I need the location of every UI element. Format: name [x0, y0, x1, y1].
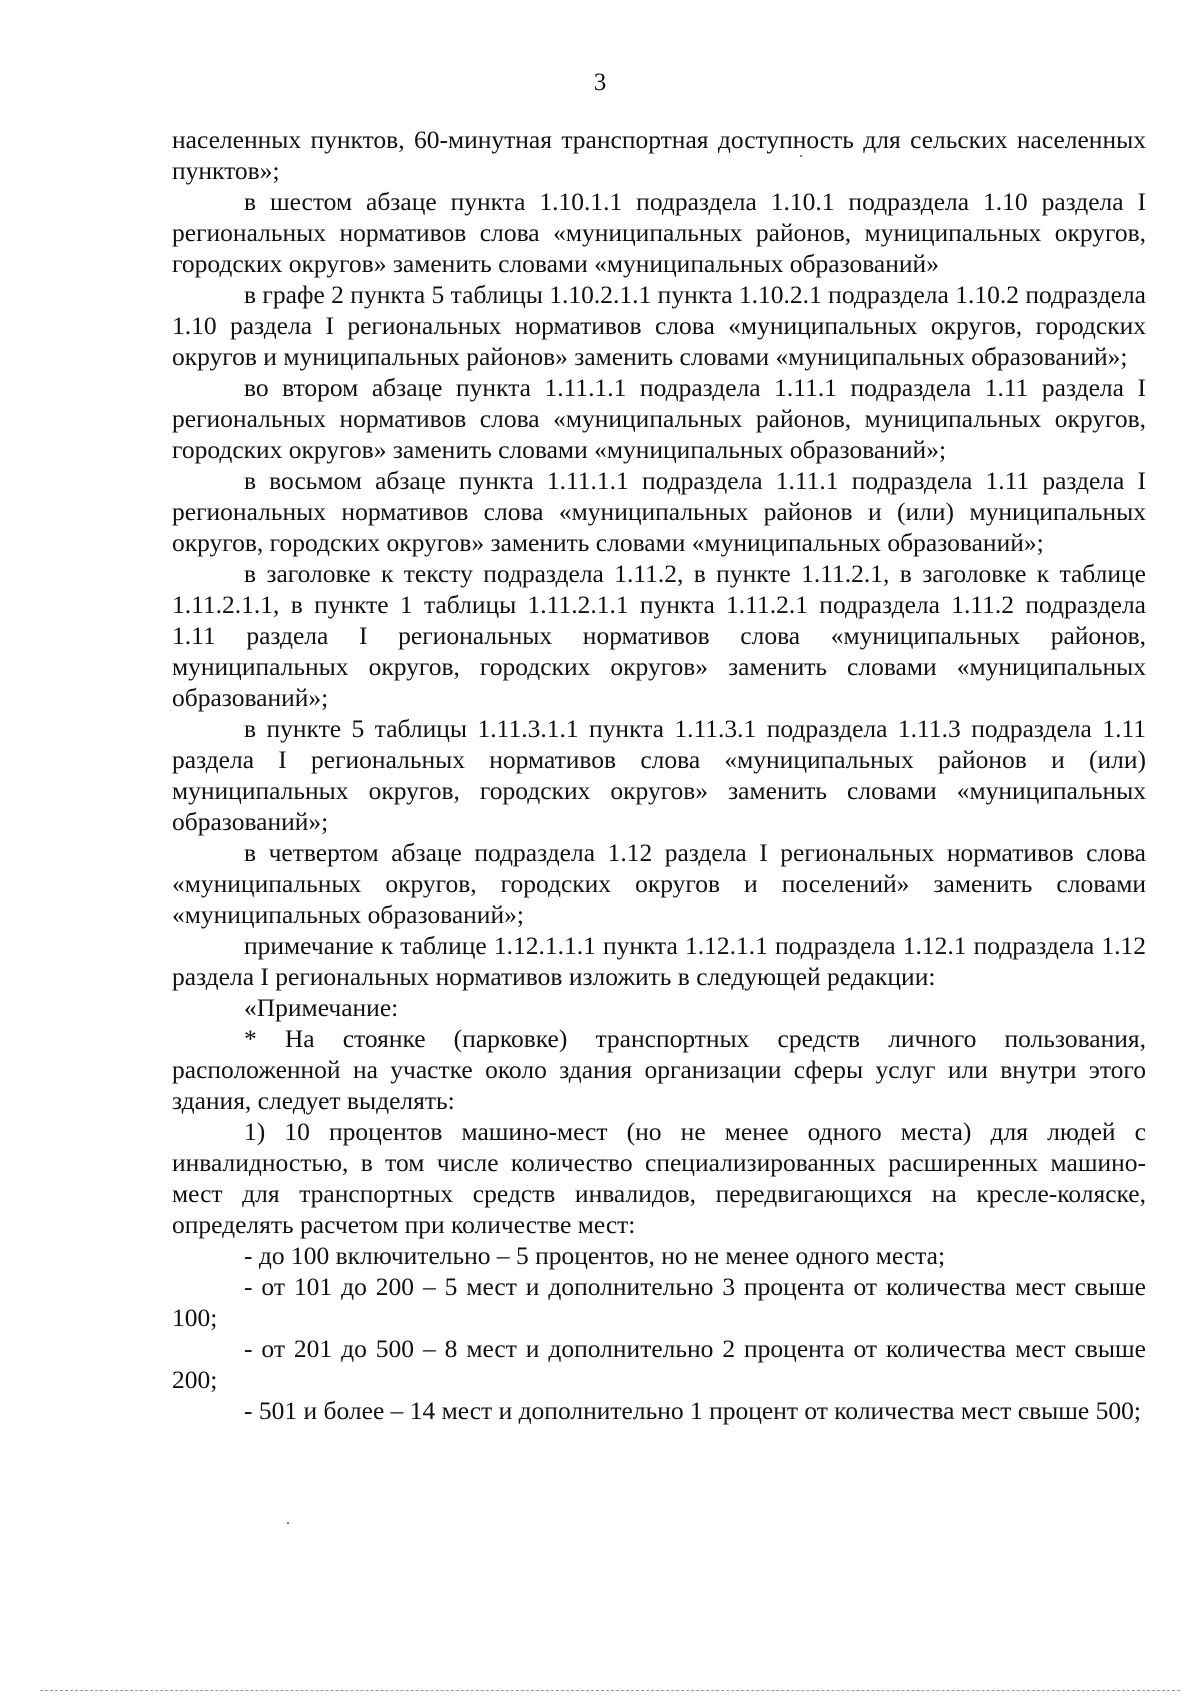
scan-speck: [287, 1522, 289, 1524]
paragraph: в заголовке к тексту подраздела 1.11.2, в пункте 1.11.2.1, в заголовке к таблице 1.11.2.1.1, в пункте 1 таблицы 1.11.2.1.1 пункта 1.11.2.1 подраздела 1.11.2 подраздела 1.11 раздела I региональных нормативов слова «муниципальных районов, муниципальных округов, городских округов» заменить словами «муниципальных образований»;: [172, 559, 1146, 712]
paragraph: - до 100 включительно – 5 процентов, но не менее одного места;: [244, 1241, 946, 1270]
paragraph: примечание к таблице 1.12.1.1.1 пункта 1.12.1.1 подраздела 1.12.1 подраздела 1.12 раздела I региональных нормативов изложить в следующей редакции:: [172, 931, 1146, 991]
paragraph: «Примечание:: [244, 993, 399, 1022]
scan-edge-line: [40, 1690, 1180, 1691]
scan-speck: [800, 155, 802, 157]
paragraph: в четвертом абзаце подраздела 1.12 раздела I региональных нормативов слова «муниципальных округов, городских округов и поселений» заменить словами «муниципальных образований»;: [172, 838, 1146, 929]
paragraph: в пункте 5 таблицы 1.11.3.1.1 пункта 1.11.3.1 подраздела 1.11.3 подраздела 1.11 раздела I региональных нормативов слова «муниципальных районов и (или) муниципальных округов, городских округов» заменить словами «муниципальных образований»;: [172, 714, 1146, 836]
paragraph: в графе 2 пункта 5 таблицы 1.10.2.1.1 пункта 1.10.2.1 подраздела 1.10.2 подраздела 1.10 раздела I региональных нормативов слова «муниципальных округов, городских округов и муниципальных районов» заменить словами «муниципальных образований»;: [172, 280, 1146, 371]
document-body: [172, 124, 1146, 1426]
paragraph: 1) 10 процентов машино-мест (но не менее одного места) для людей с инвалидностью, в том числе количество специализированных расширенных машино-мест для транспортных средств инвалидов, передвигающихся на кресле-коляске, определять расчетом при количестве мест:: [172, 1117, 1146, 1239]
paragraph: в шестом абзаце пункта 1.10.1.1 подраздела 1.10.1 подраздела 1.10 раздела I региональных нормативов слова «муниципальных районов, муниципальных округов, городских округов» заменить словами «муниципальных образований»: [172, 187, 1146, 278]
paragraph: - от 101 до 200 – 5 мест и дополнительно 3 процента от количества мест свыше 100;: [172, 1272, 1146, 1332]
paragraph: населенных пунктов, 60-минутная транспортная доступность для сельских населенных пунктов»;: [172, 125, 1146, 185]
paragraph: в восьмом абзаце пункта 1.11.1.1 подраздела 1.11.1 подраздела 1.11 раздела I региональных нормативов слова «муниципальных районов и (или) муниципальных округов, городских округов» заменить словами «муниципальных образований»;: [172, 466, 1146, 557]
paragraph: во втором абзаце пункта 1.11.1.1 подраздела 1.11.1 подраздела 1.11 раздела I региональных нормативов слова «муниципальных районов, муниципальных округов, городских округов» заменить словами «муниципальных образований»;: [172, 373, 1146, 464]
page-number: 3: [593, 69, 607, 96]
paragraph: * На стоянке (парковке) транспортных средств личного пользования, расположенной на участке около здания организации сферы услуг или внутри этого здания, следует выделять:: [172, 1024, 1146, 1115]
paragraph: - от 201 до 500 – 8 мест и дополнительно 2 процента от количества мест свыше 200;: [172, 1334, 1146, 1394]
paragraph: - 501 и более – 14 мест и дополнительно 1 процент от количества мест свыше 500;: [244, 1396, 1141, 1425]
